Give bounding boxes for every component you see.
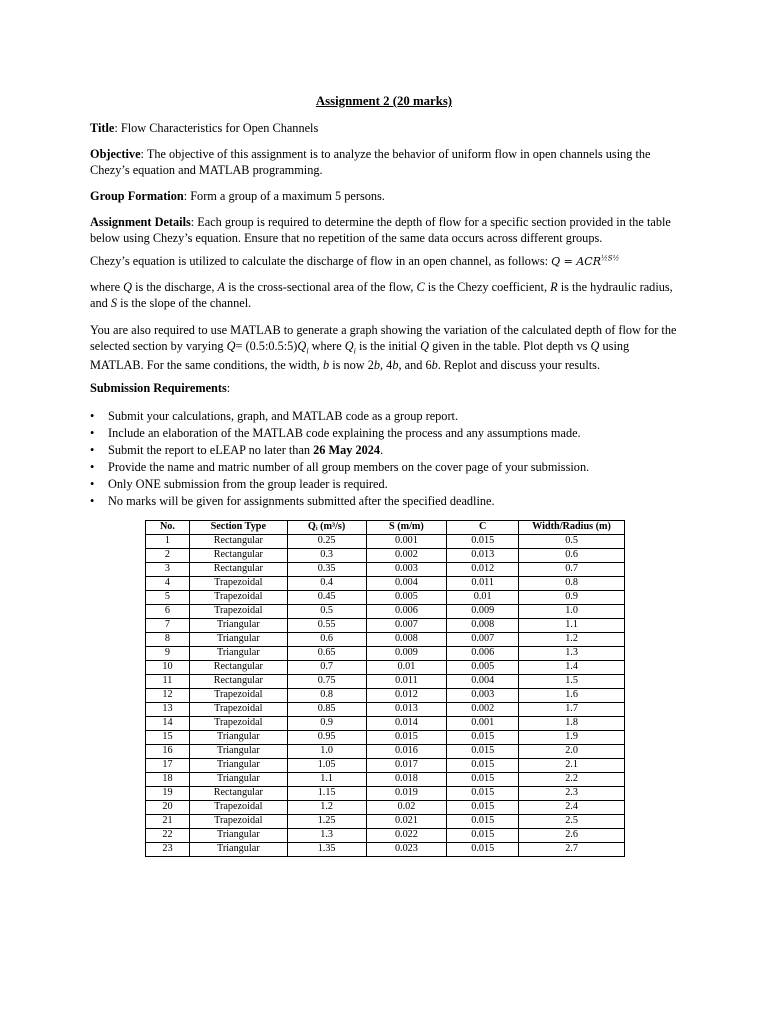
table-cell: Trapezoidal <box>189 605 287 619</box>
col-header-section-type: Section Type <box>189 521 287 535</box>
table-cell: 1.0 <box>287 745 366 759</box>
list-item-text: Only ONE submission from the group leader is required. <box>108 477 388 491</box>
table-row <box>146 563 625 577</box>
table-cell: 3 <box>146 563 190 577</box>
list-item-text: Provide the name and matric number of all group members on the cover page of your submission. <box>108 460 590 474</box>
table-cell: Triangular <box>189 843 287 857</box>
table-cell: 0.009 <box>366 647 447 661</box>
table-cell: 1.2 <box>287 801 366 815</box>
table-cell: 1.3 <box>519 647 625 661</box>
table-row <box>146 829 625 843</box>
table-cell: 0.7 <box>287 661 366 675</box>
table-cell: 1.0 <box>519 605 625 619</box>
deadline-date: 26 May 2024 <box>313 443 381 457</box>
table-cell: 0.9 <box>287 717 366 731</box>
table-cell: 0.01 <box>447 591 519 605</box>
table-cell: 0.4 <box>287 577 366 591</box>
table-cell: Trapezoidal <box>189 689 287 703</box>
table-cell: 0.005 <box>447 661 519 675</box>
objective-text: : The objective of this assignment is to analyze the behavior of uniform flow in open channels using the Chezy’s equation and MATLAB programming. <box>90 147 651 177</box>
table-row <box>146 745 625 759</box>
table-cell: 0.015 <box>447 731 519 745</box>
matlab-paragraph: You are also required to use MATLAB to generate a graph showing the variation of the calculated depth of flow for the selected section by varying $Q= (0.5:0.5:5)Q_i$ where $Q_i$ is the initial Q given in the table. Plot depth vs Q using MATLAB. For the same conditions, the width, b is now 2b, 4b, and 6b. Replot and discuss your results. <box>90 323 677 373</box>
table-row <box>146 591 625 605</box>
table-cell: 0.012 <box>447 563 519 577</box>
table-cell: Triangular <box>189 829 287 843</box>
table-row <box>146 773 625 787</box>
table-row <box>146 647 625 661</box>
table-header-row <box>146 521 625 535</box>
table-cell: 0.011 <box>447 577 519 591</box>
table-cell: 5 <box>146 591 190 605</box>
table-cell: 0.008 <box>366 633 447 647</box>
table-cell: 1.25 <box>287 815 366 829</box>
table-cell: 19 <box>146 787 190 801</box>
table-cell: 1 <box>146 535 190 549</box>
var-a: A <box>217 280 226 294</box>
table-row <box>146 549 625 563</box>
table-cell: Trapezoidal <box>189 801 287 815</box>
where-text: is the cross-sectional area of the flow, <box>228 280 414 294</box>
table-cell: 0.007 <box>447 633 519 647</box>
list-item <box>90 425 690 442</box>
group-formation-paragraph <box>90 189 680 205</box>
table-cell: 0.001 <box>447 717 519 731</box>
matlab-text: where <box>311 338 342 353</box>
table-cell: 1.6 <box>519 689 625 703</box>
table-cell: 2.3 <box>519 787 625 801</box>
table-cell: Triangular <box>189 647 287 661</box>
table-cell: 0.8 <box>287 689 366 703</box>
table-cell: 0.016 <box>366 745 447 759</box>
table-cell: 0.019 <box>366 787 447 801</box>
table-cell: 6 <box>146 605 190 619</box>
table-cell: 0.013 <box>447 549 519 563</box>
where-text: where <box>90 280 121 294</box>
table-cell: 0.015 <box>366 731 447 745</box>
table-cell: Triangular <box>189 773 287 787</box>
table-cell: 1.05 <box>287 759 366 773</box>
table-cell: 4 <box>146 577 190 591</box>
objective-label: Objective <box>90 147 141 161</box>
table-cell: 1.2 <box>519 633 625 647</box>
table-cell: 2 <box>146 549 190 563</box>
matlab-text: is the initial <box>358 338 418 353</box>
table-cell: 0.6 <box>519 549 625 563</box>
table-cell: 0.015 <box>447 801 519 815</box>
list-item-text: No marks will be given for assignments submitted after the specified deadline. <box>108 494 495 508</box>
table-cell: Rectangular <box>189 549 287 563</box>
table-cell: Trapezoidal <box>189 815 287 829</box>
table-cell: 0.6 <box>287 633 366 647</box>
title-label: Title <box>90 121 115 135</box>
section-data-table <box>145 520 625 857</box>
where-text: is the hydraulic radius, and <box>90 280 673 310</box>
var-b: b <box>373 358 381 373</box>
table-cell: 0.015 <box>447 759 519 773</box>
assignment-title: Assignment 2 (20 marks) <box>315 94 453 108</box>
title-text: : Flow Characteristics for Open Channels <box>114 121 319 135</box>
table-cell: 1.1 <box>519 619 625 633</box>
chezy-intro-text: Chezy’s equation is utilized to calculate the discharge of flow in an open channel, as follows: <box>90 254 549 268</box>
var-b: b <box>392 358 399 373</box>
table-cell: Triangular <box>189 633 287 647</box>
var-b: b <box>322 358 330 373</box>
var-q: Q <box>123 280 133 294</box>
table-cell: 0.65 <box>287 647 366 661</box>
where-text: is the Chezy coefficient, <box>427 280 548 294</box>
matlab-text: You are also required to use MATLAB to generate a graph showing the variation of the calculated depth of flow for the selected section by varying <box>90 323 677 353</box>
table-cell: Rectangular <box>189 535 287 549</box>
where-text: is the slope of the channel. <box>120 295 252 310</box>
list-item-text: Submit your calculations, graph, and MATLAB code as a group report. <box>108 409 459 423</box>
table-cell: 11 <box>146 675 190 689</box>
table-cell: 14 <box>146 717 190 731</box>
table-row <box>146 731 625 745</box>
table-cell: 0.015 <box>447 787 519 801</box>
var-qi: Q <box>297 338 307 353</box>
table-cell: Rectangular <box>189 563 287 577</box>
table-cell: Triangular <box>189 759 287 773</box>
requirements-list <box>90 408 690 510</box>
table-cell: Rectangular <box>189 787 287 801</box>
table-row <box>146 787 625 801</box>
table-row <box>146 675 625 689</box>
list-item <box>90 493 690 510</box>
table-cell: 0.55 <box>287 619 366 633</box>
table-cell: 2.5 <box>519 815 625 829</box>
table-cell: 16 <box>146 745 190 759</box>
table-cell: 18 <box>146 773 190 787</box>
var-qi: Q <box>344 338 354 353</box>
table-row <box>146 759 625 773</box>
table-cell: 0.9 <box>519 591 625 605</box>
matlab-text: = (0.5:0.5:5) <box>235 338 298 353</box>
table-cell: 12 <box>146 689 190 703</box>
details-text: : Each group is required to determine the depth of flow for a specific section provided in the table below using Chezy’s equation. Ensure that no repetition of the same data occurs across different groups. <box>90 215 671 245</box>
table-cell: 15 <box>146 731 190 745</box>
table-cell: 1.3 <box>287 829 366 843</box>
table-cell: 0.003 <box>447 689 519 703</box>
table-cell: Trapezoidal <box>189 703 287 717</box>
matlab-text: is now 2 <box>332 358 374 373</box>
submission-heading: Submission Requirements: <box>90 381 231 395</box>
chezy-equation-main: Q = ACR <box>551 255 601 268</box>
table-cell: 0.013 <box>366 703 447 717</box>
var-q: Q <box>226 338 236 353</box>
table-cell: 0.02 <box>366 801 447 815</box>
table-row <box>146 801 625 815</box>
table-cell: 2.7 <box>519 843 625 857</box>
list-item-text: Include an elaboration of the MATLAB code explaining the process and any assumptions made. <box>108 426 581 440</box>
list-item: • Submit the report to eLEAP no later than 26 May 2024. <box>90 442 690 459</box>
table-cell: 17 <box>146 759 190 773</box>
table-cell: Rectangular <box>189 661 287 675</box>
var-r: R <box>550 280 558 294</box>
var-q: Q <box>420 338 429 353</box>
details-label: Assignment Details <box>90 215 191 229</box>
table-cell: 22 <box>146 829 190 843</box>
table-cell: 9 <box>146 647 190 661</box>
table-cell: 0.015 <box>447 843 519 857</box>
table-cell: 2.6 <box>519 829 625 843</box>
table-cell: 0.004 <box>447 675 519 689</box>
table-row <box>146 619 625 633</box>
table-cell: 0.002 <box>447 703 519 717</box>
table-row <box>146 605 625 619</box>
table-cell: 1.9 <box>519 731 625 745</box>
details-paragraph <box>90 215 680 246</box>
var-b: b <box>431 358 438 373</box>
table-cell: 0.014 <box>366 717 447 731</box>
matlab-text: using MATLAB. For the same conditions, the width, <box>90 338 630 373</box>
table-cell: 0.002 <box>366 549 447 563</box>
table-cell: Triangular <box>189 619 287 633</box>
table-cell: 0.25 <box>287 535 366 549</box>
table-cell: 0.001 <box>366 535 447 549</box>
table-cell: 0.006 <box>366 605 447 619</box>
var-q: Q <box>590 338 600 353</box>
table-cell: 7 <box>146 619 190 633</box>
list-item <box>90 408 690 425</box>
table-cell: 1.35 <box>287 843 366 857</box>
table-cell: 0.012 <box>366 689 447 703</box>
list-item <box>90 476 690 493</box>
table-cell: Rectangular <box>189 675 287 689</box>
table-cell: 0.009 <box>447 605 519 619</box>
table-row <box>146 577 625 591</box>
table-body <box>146 535 625 857</box>
col-header-no: No. <box>146 521 190 535</box>
table-cell: 8 <box>146 633 190 647</box>
table-cell: 1.15 <box>287 787 366 801</box>
table-row <box>146 661 625 675</box>
table-cell: 0.75 <box>287 675 366 689</box>
group-formation-text: : Form a group of a maximum 5 persons. <box>183 189 385 203</box>
table-row <box>146 815 625 829</box>
table-cell: 2.4 <box>519 801 625 815</box>
table-cell: 13 <box>146 703 190 717</box>
table-cell: 0.021 <box>366 815 447 829</box>
table-cell: 0.015 <box>447 745 519 759</box>
table-cell: Trapezoidal <box>189 591 287 605</box>
table-cell: 0.023 <box>366 843 447 857</box>
table-cell: 0.018 <box>366 773 447 787</box>
table-cell: 2.2 <box>519 773 625 787</box>
table-cell: 0.85 <box>287 703 366 717</box>
submission-heading-text: Submission Requirements <box>90 381 227 395</box>
table-cell: 0.8 <box>519 577 625 591</box>
table-cell: 0.5 <box>287 605 366 619</box>
table-cell: Trapezoidal <box>189 577 287 591</box>
where-text: is the discharge, <box>135 280 215 294</box>
matlab-text: . Replot and discuss your results. <box>437 358 601 373</box>
table-cell: Triangular <box>189 745 287 759</box>
var-c: C <box>416 280 425 294</box>
chezy-intro-paragraph <box>90 254 690 270</box>
col-header-width-radius: Width/Radius (m) <box>519 521 625 535</box>
where-paragraph <box>90 280 680 311</box>
table-cell: 1.8 <box>519 717 625 731</box>
table-cell: 0.007 <box>366 619 447 633</box>
matlab-text: , and 6 <box>398 358 432 373</box>
list-item-text: Submit the report to eLEAP no later than <box>108 443 311 457</box>
col-header-c: C <box>447 521 519 535</box>
table-cell: 0.005 <box>366 591 447 605</box>
table-cell: 0.95 <box>287 731 366 745</box>
table-cell: 0.015 <box>447 535 519 549</box>
table-cell: 0.01 <box>366 661 447 675</box>
matlab-text: , 4 <box>380 358 393 373</box>
table-cell: 0.008 <box>447 619 519 633</box>
matlab-text: given in the table. Plot depth vs <box>432 338 588 353</box>
table-cell: 0.3 <box>287 549 366 563</box>
table-row <box>146 535 625 549</box>
table-cell: 0.015 <box>447 829 519 843</box>
col-header-qi: Qᵢ (m³/s) <box>287 521 366 535</box>
table-cell: 0.022 <box>366 829 447 843</box>
table-cell: 0.011 <box>366 675 447 689</box>
table-cell: 0.015 <box>447 815 519 829</box>
table-cell: 0.35 <box>287 563 366 577</box>
var-s: S <box>110 295 117 310</box>
table-cell: 20 <box>146 801 190 815</box>
table-cell: 1.7 <box>519 703 625 717</box>
table-cell: 0.7 <box>519 563 625 577</box>
table-cell: 0.45 <box>287 591 366 605</box>
table-cell: 0.006 <box>447 647 519 661</box>
table-row <box>146 843 625 857</box>
table-row <box>146 633 625 647</box>
table-cell: 1.5 <box>519 675 625 689</box>
group-formation-label: Group Formation <box>90 189 184 203</box>
chezy-equation <box>551 255 619 268</box>
table-cell: 0.003 <box>366 563 447 577</box>
table-cell: 0.5 <box>519 535 625 549</box>
table-row <box>146 717 625 731</box>
table-row <box>146 703 625 717</box>
table-cell: 23 <box>146 843 190 857</box>
chezy-equation-exponents: ½S½ <box>601 254 620 263</box>
table-row <box>146 689 625 703</box>
list-item <box>90 459 690 476</box>
table-cell: Trapezoidal <box>189 717 287 731</box>
table-cell: 2.0 <box>519 745 625 759</box>
table-cell: 10 <box>146 661 190 675</box>
table-cell: 1.1 <box>287 773 366 787</box>
objective-paragraph <box>90 147 680 178</box>
col-header-s: S (m/m) <box>366 521 447 535</box>
table-cell: 0.017 <box>366 759 447 773</box>
table-cell: Triangular <box>189 731 287 745</box>
table-cell: 1.4 <box>519 661 625 675</box>
table-cell: 21 <box>146 815 190 829</box>
table-cell: 0.004 <box>366 577 447 591</box>
table-cell: 2.1 <box>519 759 625 773</box>
table-cell: 0.015 <box>447 773 519 787</box>
title-line <box>90 121 680 137</box>
